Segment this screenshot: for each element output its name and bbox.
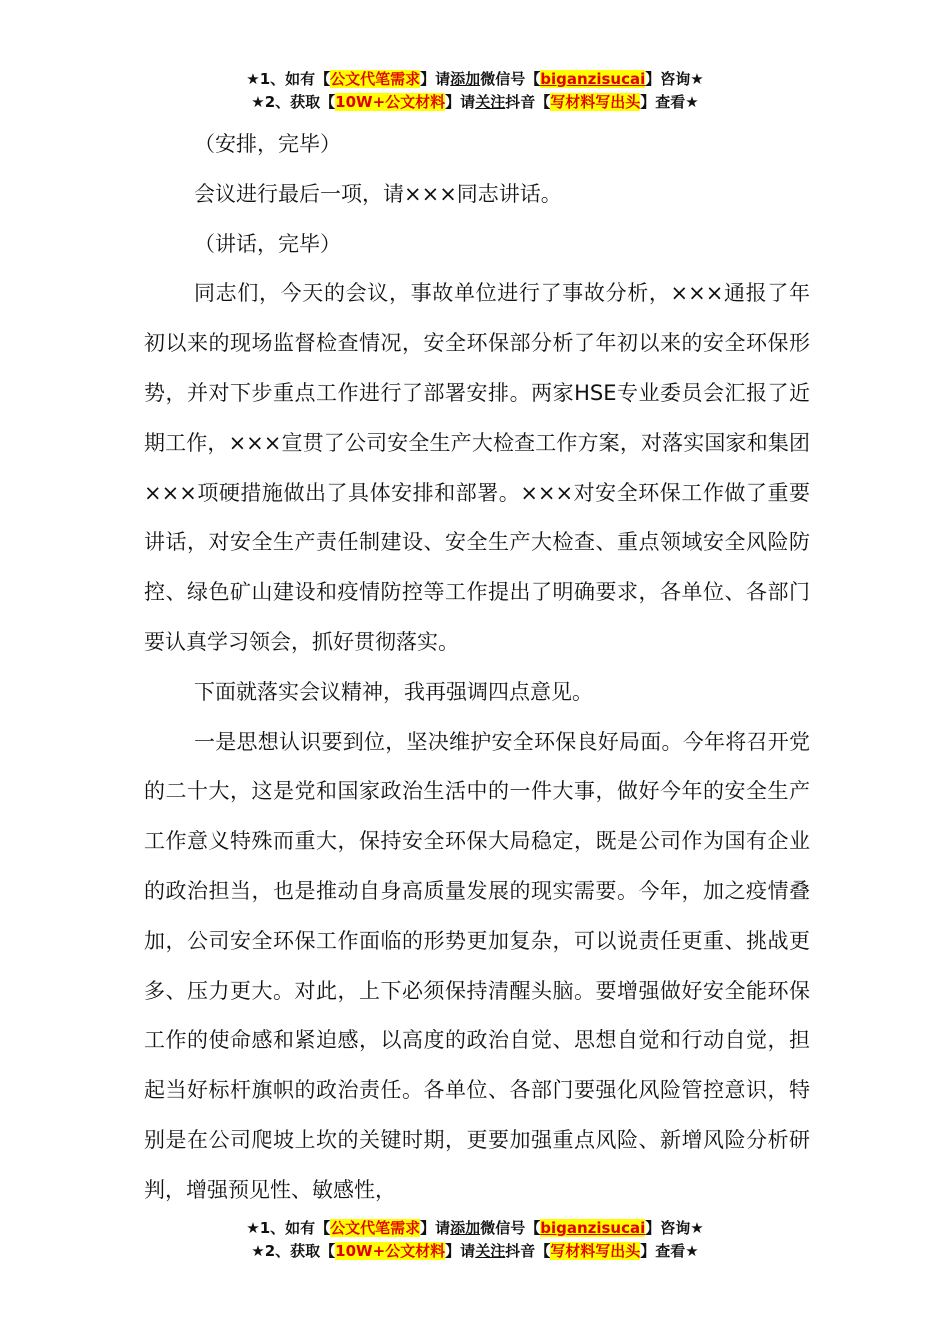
banner-text: 1、如有【 (259, 70, 331, 88)
star-icon: ★ (246, 1219, 260, 1237)
banner-text: 】请 (445, 1242, 476, 1260)
banner-text: 】请 (445, 93, 476, 111)
star-icon: ★ (690, 70, 704, 88)
star-icon: ★ (251, 93, 265, 111)
banner-text: 】请 (420, 70, 451, 88)
banner-underlined-text: 添加 (450, 1219, 481, 1237)
paragraph-four-points-intro: 下面就落实会议精神，我再强调四点意见。 (194, 679, 593, 704)
star-icon: ★ (685, 93, 699, 111)
wechat-id-link[interactable]: biganzisucai (540, 70, 646, 88)
banner-text: 1、如有【 (259, 1219, 331, 1237)
banner-underlined-text: 关注 (475, 93, 506, 111)
banner-text: 2、获取【 (264, 93, 336, 111)
paragraph-final-item: 会议进行最后一项，请×××同志讲话。 (194, 181, 562, 206)
paragraph-arrangement-done: （安排，完毕） (194, 132, 341, 156)
banner-text: 】查看 (640, 1242, 686, 1260)
paragraph-point-one: 一是思想认识要到位，坚决维护安全环保良好局面。今年将召开党的二十大，这是党和国家政治生活中的一件大事，做好今年的安全生产工作意义特殊而重大，保持安全环保大局稳定，既是公司作为国有企业的政治担当，也是推动自身高质量发展的现实需要。今年，加之疫情叠加，公司安全环保工作面临的形势更加复杂，可以说责任更重、挑战更多、压力更大。对此，上下必须保持清醒头脑。要增强做好安全能环保工作的使命感和紧迫感，以高度的政治自觉、思想自觉和行动自觉，担起当好标杆旗帜的政治责任。各单位、各部门要强化风险管控意识，特别是在公司爬坡上坎的关键时期，更要加强重点风险、新增风险分析研判，增强预见性、敏感性， (144, 729, 810, 1202)
highlight-ghostwriting: 公文代笔需求 (330, 1219, 421, 1237)
star-icon: ★ (251, 1242, 265, 1260)
document-body (144, 120, 810, 1216)
highlight-douyin-account: 写材料写出头 (550, 1242, 641, 1260)
banner-line-1 (0, 68, 950, 91)
banner-line-1 (0, 1217, 950, 1240)
highlight-douyin-account: 写材料写出头 (550, 93, 641, 111)
star-icon: ★ (690, 1219, 704, 1237)
banner-text: 】咨询 (645, 70, 691, 88)
banner-line-2 (0, 1240, 950, 1263)
banner-text: 2、获取【 (264, 1242, 336, 1260)
highlight-materials: 10W+公文材料 (335, 1242, 446, 1260)
star-icon: ★ (246, 70, 260, 88)
banner-line-2 (0, 91, 950, 114)
banner-text: 】咨询 (645, 1219, 691, 1237)
banner-text: 抖音【 (505, 1242, 551, 1260)
banner-text: 】请 (420, 1219, 451, 1237)
banner-underlined-text: 添加 (450, 70, 481, 88)
wechat-id-link[interactable]: biganzisucai (540, 1219, 646, 1237)
banner-underlined-text: 关注 (475, 1242, 506, 1260)
banner-text: 抖音【 (505, 93, 551, 111)
paragraph-meeting-summary: 同志们，今天的会议，事故单位进行了事故分析，×××通报了年初以来的现场监督检查情况，安全环保部分析了年初以来的安全环保形势，并对下步重点工作进行了部署安排。两家HSE专业委员会汇报了近期工作，×××宣贯了公司安全生产大检查工作方案，对落实国家和集团×××项硬措施做出了具体安排和部署。×××对安全环保工作做了重要讲话，对安全生产责任制建设、安全生产大检查、重点领域安全风险防控、绿色矿山建设和疫情防控等工作提出了明确要求，各单位、各部门要认真学习领会，抓好贯彻落实。 (144, 281, 810, 654)
banner-text: 】查看 (640, 93, 686, 111)
banner-text: 微信号【 (480, 1219, 541, 1237)
header-banner (0, 68, 950, 114)
highlight-materials: 10W+公文材料 (335, 93, 446, 111)
highlight-ghostwriting: 公文代笔需求 (330, 70, 421, 88)
paragraph-speech-done: （讲话，完毕） (194, 231, 341, 256)
star-icon: ★ (685, 1242, 699, 1260)
footer-banner (0, 1217, 950, 1263)
banner-text: 微信号【 (480, 70, 541, 88)
